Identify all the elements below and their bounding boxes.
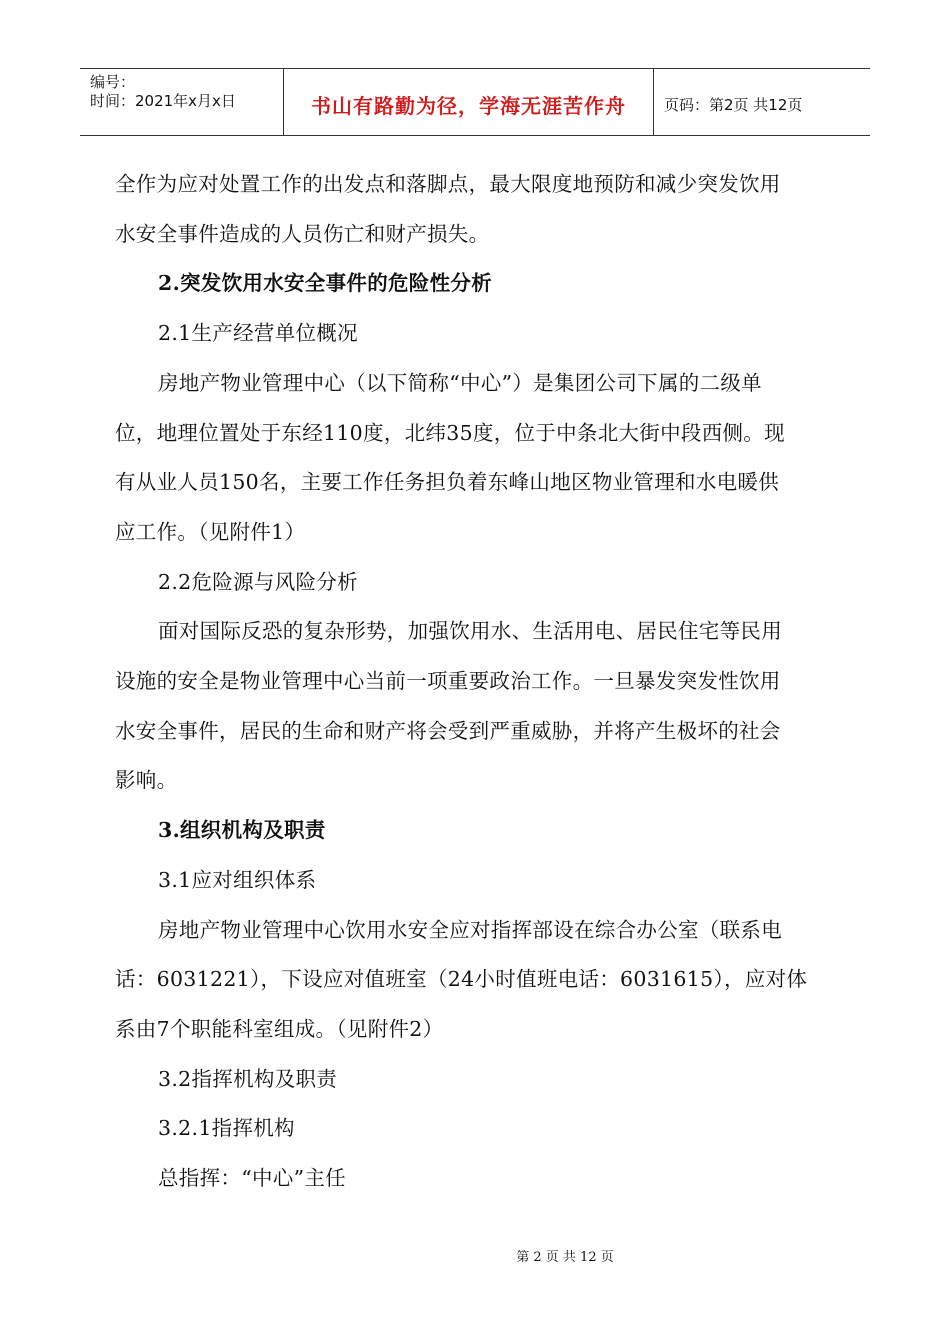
document-header xyxy=(80,68,870,136)
paragraph-line: 话：6031221），下设应对值班室（24小时值班电话：6031615），应对体 xyxy=(115,967,808,992)
paragraph-line: 全作为应对处置工作的出发点和落脚点，最大限度地预防和减少突发饮用 xyxy=(115,172,781,196)
paragraph-line: 系由7个职能科室组成。（见附件2） xyxy=(115,1016,444,1041)
paragraph-line: 水安全事件，居民的生命和财产将会受到严重威胁，并将产生极坏的社会 xyxy=(115,718,781,743)
paragraph-line: 水安全事件造成的人员伤亡和财产损失。 xyxy=(115,221,490,246)
subsection-heading: 3.2指挥机构及职责 xyxy=(158,1066,338,1091)
subsection-heading: 3.1应对组织体系 xyxy=(158,867,317,892)
header-meta xyxy=(80,69,283,135)
document-number-label: 编号： xyxy=(90,73,136,91)
header-motto: 书山有路勤为径，学海无涯苦作舟 xyxy=(283,69,654,135)
paragraph-line: 面对国际反恐的复杂形势，加强饮用水、生活用电、居民住宅等民用 xyxy=(158,619,782,644)
paragraph-line: 位，地理位置处于东经110度，北纬35度，位于中条北大街中段西侧。现 xyxy=(115,420,785,445)
subsection-heading: 2.2危险源与风险分析 xyxy=(158,569,358,594)
header-page-info: 页码：第2页 共12页 xyxy=(664,95,803,114)
paragraph-line: 设施的安全是物业管理中心当前一项重要政治工作。一旦暴发突发性饮用 xyxy=(115,669,781,694)
subsection-heading: 3.2.1指挥机构 xyxy=(158,1116,295,1141)
paragraph-line: 房地产物业管理中心（以下简称“中心”）是集团公司下属的二级单 xyxy=(158,370,762,395)
paragraph-line: 应工作。（见附件1） xyxy=(115,519,306,544)
paragraph-line: 房地产物业管理中心饮用水安全应对指挥部设在综合办公室（联系电 xyxy=(158,917,782,942)
paragraph-line: 影响。 xyxy=(115,768,178,793)
subsection-heading: 2.1生产经营单位概况 xyxy=(158,321,358,346)
paragraph-line: 总指挥：“中心”主任 xyxy=(158,1166,346,1191)
section-heading: 3.组织机构及职责 xyxy=(158,818,326,843)
document-time: 时间：2021年x月x日 xyxy=(90,92,236,110)
page-footer: 第 2 页 共 12 页 xyxy=(516,1250,614,1265)
document-body xyxy=(115,160,845,1204)
section-heading: 2.突发饮用水安全事件的危险性分析 xyxy=(158,271,492,296)
paragraph-line: 有从业人员150名，主要工作任务担负着东峰山地区物业管理和水电暖供 xyxy=(115,470,780,495)
